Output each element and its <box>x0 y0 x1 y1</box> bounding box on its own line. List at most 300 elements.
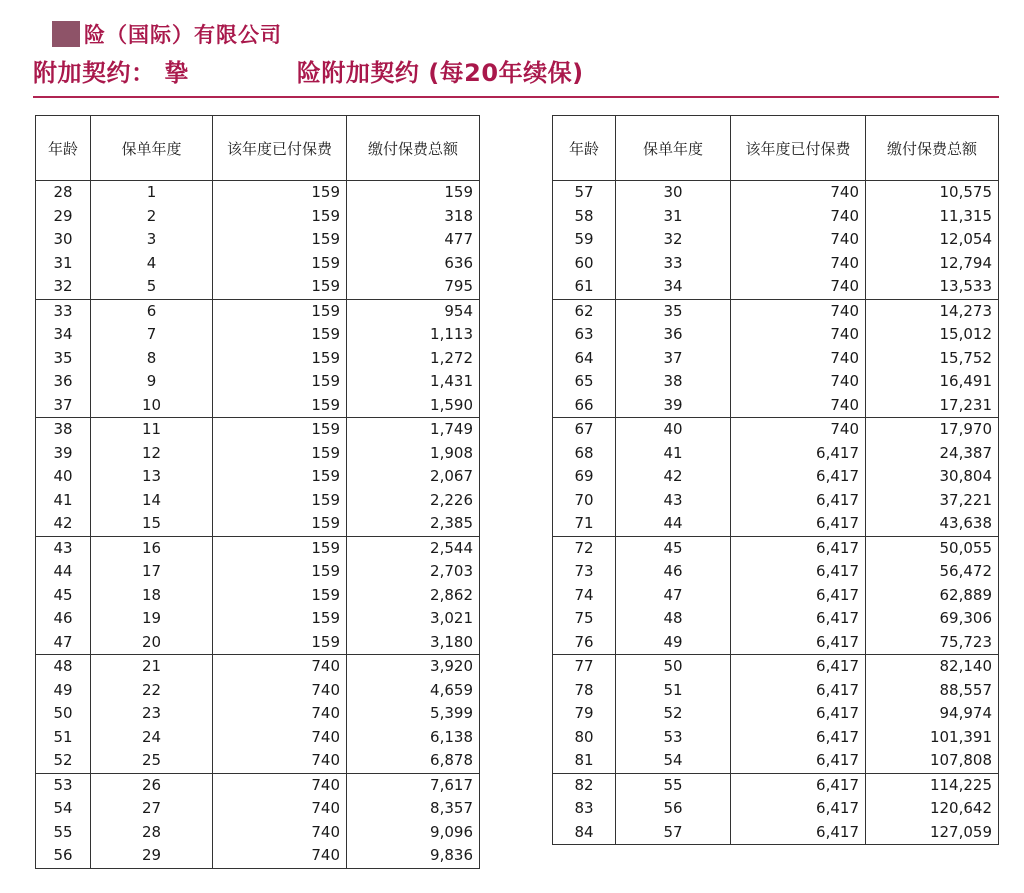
cell-policy-year: 5 <box>91 275 213 299</box>
cell-annual-premium: 159 <box>213 560 347 584</box>
cell-policy-year: 18 <box>91 584 213 608</box>
cell-age: 52 <box>36 749 91 773</box>
cell-annual-premium: 6,417 <box>731 512 866 536</box>
cell-annual-premium: 740 <box>731 205 866 229</box>
cell-policy-year: 33 <box>616 252 731 276</box>
cell-annual-premium: 740 <box>213 797 347 821</box>
table-row <box>36 821 480 845</box>
cell-policy-year: 6 <box>91 299 213 323</box>
cell-policy-year: 35 <box>616 299 731 323</box>
cell-total-premium: 7,617 <box>347 773 480 797</box>
table-row <box>36 181 480 205</box>
cell-total-premium: 15,012 <box>866 323 999 347</box>
cell-total-premium: 17,231 <box>866 394 999 418</box>
table-row <box>36 442 480 466</box>
cell-total-premium: 3,021 <box>347 607 480 631</box>
cell-age: 42 <box>36 512 91 536</box>
table-row <box>36 418 480 442</box>
cell-total-premium: 37,221 <box>866 489 999 513</box>
cell-total-premium: 795 <box>347 275 480 299</box>
table-body-right <box>553 181 999 845</box>
cell-age: 68 <box>553 442 616 466</box>
cell-age: 31 <box>36 252 91 276</box>
table-row <box>553 275 999 299</box>
cell-age: 49 <box>36 679 91 703</box>
cell-age: 73 <box>553 560 616 584</box>
table-row <box>36 205 480 229</box>
cell-total-premium: 13,533 <box>866 275 999 299</box>
cell-age: 80 <box>553 726 616 750</box>
cell-age: 53 <box>36 773 91 797</box>
cell-policy-year: 43 <box>616 489 731 513</box>
cell-annual-premium: 6,417 <box>731 536 866 560</box>
cell-policy-year: 46 <box>616 560 731 584</box>
cell-policy-year: 30 <box>616 181 731 205</box>
cell-annual-premium: 740 <box>213 844 347 868</box>
col-header-annual-premium: 该年度已付保费 <box>213 116 347 181</box>
table-row <box>553 726 999 750</box>
cell-total-premium: 2,544 <box>347 536 480 560</box>
cell-age: 57 <box>553 181 616 205</box>
cell-total-premium: 1,749 <box>347 418 480 442</box>
cell-annual-premium: 740 <box>731 323 866 347</box>
cell-annual-premium: 6,417 <box>731 560 866 584</box>
cell-policy-year: 56 <box>616 797 731 821</box>
cell-age: 50 <box>36 702 91 726</box>
cell-age: 32 <box>36 275 91 299</box>
cell-annual-premium: 740 <box>731 275 866 299</box>
cell-age: 33 <box>36 299 91 323</box>
table-row <box>36 797 480 821</box>
cell-age: 83 <box>553 797 616 821</box>
cell-policy-year: 17 <box>91 560 213 584</box>
cell-total-premium: 9,096 <box>347 821 480 845</box>
table-row <box>36 370 480 394</box>
cell-total-premium: 43,638 <box>866 512 999 536</box>
cell-age: 37 <box>36 394 91 418</box>
cell-total-premium: 17,970 <box>866 418 999 442</box>
table-row <box>553 465 999 489</box>
cell-policy-year: 51 <box>616 679 731 703</box>
cell-annual-premium: 159 <box>213 536 347 560</box>
cell-annual-premium: 159 <box>213 394 347 418</box>
col-header-annual-premium: 该年度已付保费 <box>731 116 866 181</box>
table-row <box>553 679 999 703</box>
cell-total-premium: 2,385 <box>347 512 480 536</box>
cell-total-premium: 12,794 <box>866 252 999 276</box>
table-row <box>553 560 999 584</box>
cell-policy-year: 31 <box>616 205 731 229</box>
cell-age: 67 <box>553 418 616 442</box>
table-row <box>553 181 999 205</box>
cell-total-premium: 11,315 <box>866 205 999 229</box>
cell-age: 81 <box>553 749 616 773</box>
cell-total-premium: 954 <box>347 299 480 323</box>
cell-age: 47 <box>36 631 91 655</box>
cell-annual-premium: 6,417 <box>731 631 866 655</box>
cell-total-premium: 94,974 <box>866 702 999 726</box>
table-row <box>36 252 480 276</box>
cell-age: 36 <box>36 370 91 394</box>
cell-annual-premium: 6,417 <box>731 702 866 726</box>
cell-annual-premium: 159 <box>213 181 347 205</box>
cell-policy-year: 7 <box>91 323 213 347</box>
cell-total-premium: 107,808 <box>866 749 999 773</box>
cell-policy-year: 15 <box>91 512 213 536</box>
table-row <box>36 607 480 631</box>
table-row <box>553 821 999 845</box>
cell-annual-premium: 6,417 <box>731 773 866 797</box>
table-row <box>553 394 999 418</box>
cell-policy-year: 39 <box>616 394 731 418</box>
cell-annual-premium: 6,417 <box>731 584 866 608</box>
cell-age: 76 <box>553 631 616 655</box>
cell-policy-year: 16 <box>91 536 213 560</box>
cell-policy-year: 42 <box>616 465 731 489</box>
table-row <box>36 655 480 679</box>
table-row <box>36 749 480 773</box>
cell-age: 75 <box>553 607 616 631</box>
table-row <box>36 536 480 560</box>
cell-total-premium: 10,575 <box>866 181 999 205</box>
cell-policy-year: 36 <box>616 323 731 347</box>
cell-policy-year: 12 <box>91 442 213 466</box>
cell-total-premium: 159 <box>347 181 480 205</box>
cell-policy-year: 9 <box>91 370 213 394</box>
table-row <box>553 347 999 371</box>
page-title <box>33 52 584 88</box>
cell-annual-premium: 159 <box>213 607 347 631</box>
table-row <box>36 726 480 750</box>
cell-age: 46 <box>36 607 91 631</box>
cell-annual-premium: 740 <box>731 252 866 276</box>
cell-age: 64 <box>553 347 616 371</box>
cell-annual-premium: 740 <box>213 679 347 703</box>
table-row <box>553 749 999 773</box>
col-header-total-premium: 缴付保费总额 <box>866 116 999 181</box>
cell-annual-premium: 6,417 <box>731 607 866 631</box>
title-part-2: 险附加契约 (每20年续保) <box>296 58 584 87</box>
cell-annual-premium: 159 <box>213 323 347 347</box>
cell-age: 62 <box>553 299 616 323</box>
cell-annual-premium: 159 <box>213 442 347 466</box>
cell-annual-premium: 6,417 <box>731 655 866 679</box>
table-row <box>553 418 999 442</box>
cell-annual-premium: 740 <box>731 347 866 371</box>
table-row <box>36 394 480 418</box>
cell-total-premium: 82,140 <box>866 655 999 679</box>
cell-age: 61 <box>553 275 616 299</box>
cell-annual-premium: 159 <box>213 465 347 489</box>
cell-age: 58 <box>553 205 616 229</box>
cell-annual-premium: 740 <box>731 181 866 205</box>
table-row <box>553 512 999 536</box>
table-row <box>553 797 999 821</box>
cell-annual-premium: 6,417 <box>731 797 866 821</box>
cell-total-premium: 2,067 <box>347 465 480 489</box>
cell-policy-year: 23 <box>91 702 213 726</box>
cell-annual-premium: 740 <box>213 749 347 773</box>
cell-policy-year: 52 <box>616 702 731 726</box>
cell-policy-year: 28 <box>91 821 213 845</box>
cell-total-premium: 318 <box>347 205 480 229</box>
cell-policy-year: 27 <box>91 797 213 821</box>
cell-annual-premium: 159 <box>213 370 347 394</box>
cell-policy-year: 19 <box>91 607 213 631</box>
cell-age: 69 <box>553 465 616 489</box>
cell-policy-year: 25 <box>91 749 213 773</box>
table-row <box>553 442 999 466</box>
cell-age: 70 <box>553 489 616 513</box>
col-header-age: 年龄 <box>36 116 91 181</box>
table-row <box>36 275 480 299</box>
cell-age: 44 <box>36 560 91 584</box>
cell-total-premium: 1,272 <box>347 347 480 371</box>
table-row <box>553 370 999 394</box>
cell-total-premium: 8,357 <box>347 797 480 821</box>
premium-table-right <box>552 115 999 845</box>
table-row <box>553 489 999 513</box>
cell-annual-premium: 159 <box>213 489 347 513</box>
table-row <box>36 228 480 252</box>
cell-annual-premium: 159 <box>213 275 347 299</box>
table-header-row <box>36 116 480 181</box>
table-row <box>553 607 999 631</box>
cell-policy-year: 21 <box>91 655 213 679</box>
cell-annual-premium: 6,417 <box>731 489 866 513</box>
cell-age: 77 <box>553 655 616 679</box>
company-name: 险（国际）有限公司 <box>84 23 282 47</box>
cell-policy-year: 3 <box>91 228 213 252</box>
cell-policy-year: 55 <box>616 773 731 797</box>
table-row <box>553 655 999 679</box>
cell-policy-year: 38 <box>616 370 731 394</box>
cell-total-premium: 9,836 <box>347 844 480 868</box>
cell-policy-year: 45 <box>616 536 731 560</box>
company-header <box>52 20 282 48</box>
table-row <box>36 299 480 323</box>
cell-policy-year: 53 <box>616 726 731 750</box>
cell-annual-premium: 6,417 <box>731 726 866 750</box>
table-row <box>553 631 999 655</box>
cell-policy-year: 54 <box>616 749 731 773</box>
table-row <box>553 205 999 229</box>
table-row <box>553 323 999 347</box>
cell-policy-year: 47 <box>616 584 731 608</box>
cell-total-premium: 62,889 <box>866 584 999 608</box>
cell-total-premium: 1,113 <box>347 323 480 347</box>
table-row <box>36 465 480 489</box>
cell-annual-premium: 740 <box>731 418 866 442</box>
col-header-policy-year: 保单年度 <box>91 116 213 181</box>
col-header-age: 年龄 <box>553 116 616 181</box>
redaction-block <box>52 21 80 47</box>
cell-annual-premium: 159 <box>213 584 347 608</box>
header-divider <box>33 96 999 98</box>
title-part-1: 附加契约： 挚 <box>33 58 189 87</box>
cell-policy-year: 1 <box>91 181 213 205</box>
cell-total-premium: 120,642 <box>866 797 999 821</box>
cell-age: 71 <box>553 512 616 536</box>
cell-age: 74 <box>553 584 616 608</box>
cell-total-premium: 6,878 <box>347 749 480 773</box>
cell-policy-year: 41 <box>616 442 731 466</box>
premium-table-left <box>35 115 480 869</box>
col-header-policy-year: 保单年度 <box>616 116 731 181</box>
cell-total-premium: 6,138 <box>347 726 480 750</box>
cell-annual-premium: 159 <box>213 205 347 229</box>
cell-age: 43 <box>36 536 91 560</box>
cell-annual-premium: 6,417 <box>731 679 866 703</box>
cell-policy-year: 10 <box>91 394 213 418</box>
cell-age: 63 <box>553 323 616 347</box>
table-row <box>553 773 999 797</box>
cell-age: 78 <box>553 679 616 703</box>
table-row <box>36 323 480 347</box>
table-row <box>36 844 480 868</box>
cell-annual-premium: 6,417 <box>731 442 866 466</box>
cell-annual-premium: 740 <box>213 702 347 726</box>
cell-policy-year: 49 <box>616 631 731 655</box>
cell-age: 72 <box>553 536 616 560</box>
cell-policy-year: 4 <box>91 252 213 276</box>
cell-age: 66 <box>553 394 616 418</box>
cell-annual-premium: 6,417 <box>731 465 866 489</box>
cell-age: 84 <box>553 821 616 845</box>
cell-total-premium: 69,306 <box>866 607 999 631</box>
cell-total-premium: 30,804 <box>866 465 999 489</box>
cell-total-premium: 2,862 <box>347 584 480 608</box>
cell-age: 41 <box>36 489 91 513</box>
cell-annual-premium: 6,417 <box>731 749 866 773</box>
cell-policy-year: 37 <box>616 347 731 371</box>
col-header-total-premium: 缴付保费总额 <box>347 116 480 181</box>
cell-total-premium: 636 <box>347 252 480 276</box>
cell-policy-year: 29 <box>91 844 213 868</box>
cell-age: 34 <box>36 323 91 347</box>
table-row <box>36 702 480 726</box>
cell-total-premium: 75,723 <box>866 631 999 655</box>
cell-policy-year: 14 <box>91 489 213 513</box>
cell-policy-year: 32 <box>616 228 731 252</box>
cell-age: 45 <box>36 584 91 608</box>
cell-total-premium: 127,059 <box>866 821 999 845</box>
cell-total-premium: 3,920 <box>347 655 480 679</box>
cell-annual-premium: 740 <box>213 655 347 679</box>
cell-age: 54 <box>36 797 91 821</box>
cell-total-premium: 101,391 <box>866 726 999 750</box>
table-row <box>36 560 480 584</box>
cell-annual-premium: 740 <box>731 370 866 394</box>
cell-total-premium: 50,055 <box>866 536 999 560</box>
table-row <box>553 584 999 608</box>
cell-age: 59 <box>553 228 616 252</box>
cell-policy-year: 40 <box>616 418 731 442</box>
cell-age: 65 <box>553 370 616 394</box>
cell-policy-year: 8 <box>91 347 213 371</box>
table-row <box>553 536 999 560</box>
cell-age: 51 <box>36 726 91 750</box>
cell-policy-year: 2 <box>91 205 213 229</box>
cell-age: 29 <box>36 205 91 229</box>
cell-total-premium: 2,703 <box>347 560 480 584</box>
table-row <box>36 584 480 608</box>
cell-age: 35 <box>36 347 91 371</box>
cell-age: 28 <box>36 181 91 205</box>
cell-total-premium: 14,273 <box>866 299 999 323</box>
cell-age: 40 <box>36 465 91 489</box>
cell-annual-premium: 159 <box>213 299 347 323</box>
cell-total-premium: 114,225 <box>866 773 999 797</box>
cell-total-premium: 1,908 <box>347 442 480 466</box>
cell-policy-year: 24 <box>91 726 213 750</box>
cell-total-premium: 88,557 <box>866 679 999 703</box>
cell-policy-year: 34 <box>616 275 731 299</box>
cell-policy-year: 50 <box>616 655 731 679</box>
cell-policy-year: 11 <box>91 418 213 442</box>
cell-total-premium: 1,590 <box>347 394 480 418</box>
cell-annual-premium: 740 <box>731 394 866 418</box>
cell-annual-premium: 740 <box>213 773 347 797</box>
cell-annual-premium: 159 <box>213 228 347 252</box>
cell-policy-year: 13 <box>91 465 213 489</box>
cell-policy-year: 44 <box>616 512 731 536</box>
table-header-row <box>553 116 999 181</box>
cell-total-premium: 15,752 <box>866 347 999 371</box>
cell-annual-premium: 159 <box>213 512 347 536</box>
table-row <box>36 631 480 655</box>
table-row <box>36 347 480 371</box>
cell-annual-premium: 159 <box>213 347 347 371</box>
cell-policy-year: 57 <box>616 821 731 845</box>
cell-age: 82 <box>553 773 616 797</box>
cell-age: 60 <box>553 252 616 276</box>
cell-total-premium: 4,659 <box>347 679 480 703</box>
cell-age: 56 <box>36 844 91 868</box>
cell-total-premium: 56,472 <box>866 560 999 584</box>
cell-annual-premium: 159 <box>213 631 347 655</box>
cell-annual-premium: 740 <box>731 299 866 323</box>
table-row <box>553 228 999 252</box>
cell-annual-premium: 740 <box>213 726 347 750</box>
table-row <box>553 299 999 323</box>
cell-age: 30 <box>36 228 91 252</box>
cell-annual-premium: 6,417 <box>731 821 866 845</box>
cell-age: 79 <box>553 702 616 726</box>
table-row <box>36 512 480 536</box>
cell-policy-year: 48 <box>616 607 731 631</box>
cell-age: 38 <box>36 418 91 442</box>
table-row <box>36 489 480 513</box>
cell-annual-premium: 159 <box>213 418 347 442</box>
cell-total-premium: 3,180 <box>347 631 480 655</box>
cell-annual-premium: 740 <box>731 228 866 252</box>
cell-total-premium: 16,491 <box>866 370 999 394</box>
cell-policy-year: 22 <box>91 679 213 703</box>
cell-policy-year: 20 <box>91 631 213 655</box>
cell-annual-premium: 159 <box>213 252 347 276</box>
cell-annual-premium: 740 <box>213 821 347 845</box>
table-row <box>553 702 999 726</box>
table-body-left <box>36 181 480 869</box>
cell-total-premium: 2,226 <box>347 489 480 513</box>
table-row <box>36 679 480 703</box>
cell-total-premium: 477 <box>347 228 480 252</box>
cell-total-premium: 12,054 <box>866 228 999 252</box>
cell-total-premium: 1,431 <box>347 370 480 394</box>
cell-total-premium: 24,387 <box>866 442 999 466</box>
table-row <box>553 252 999 276</box>
